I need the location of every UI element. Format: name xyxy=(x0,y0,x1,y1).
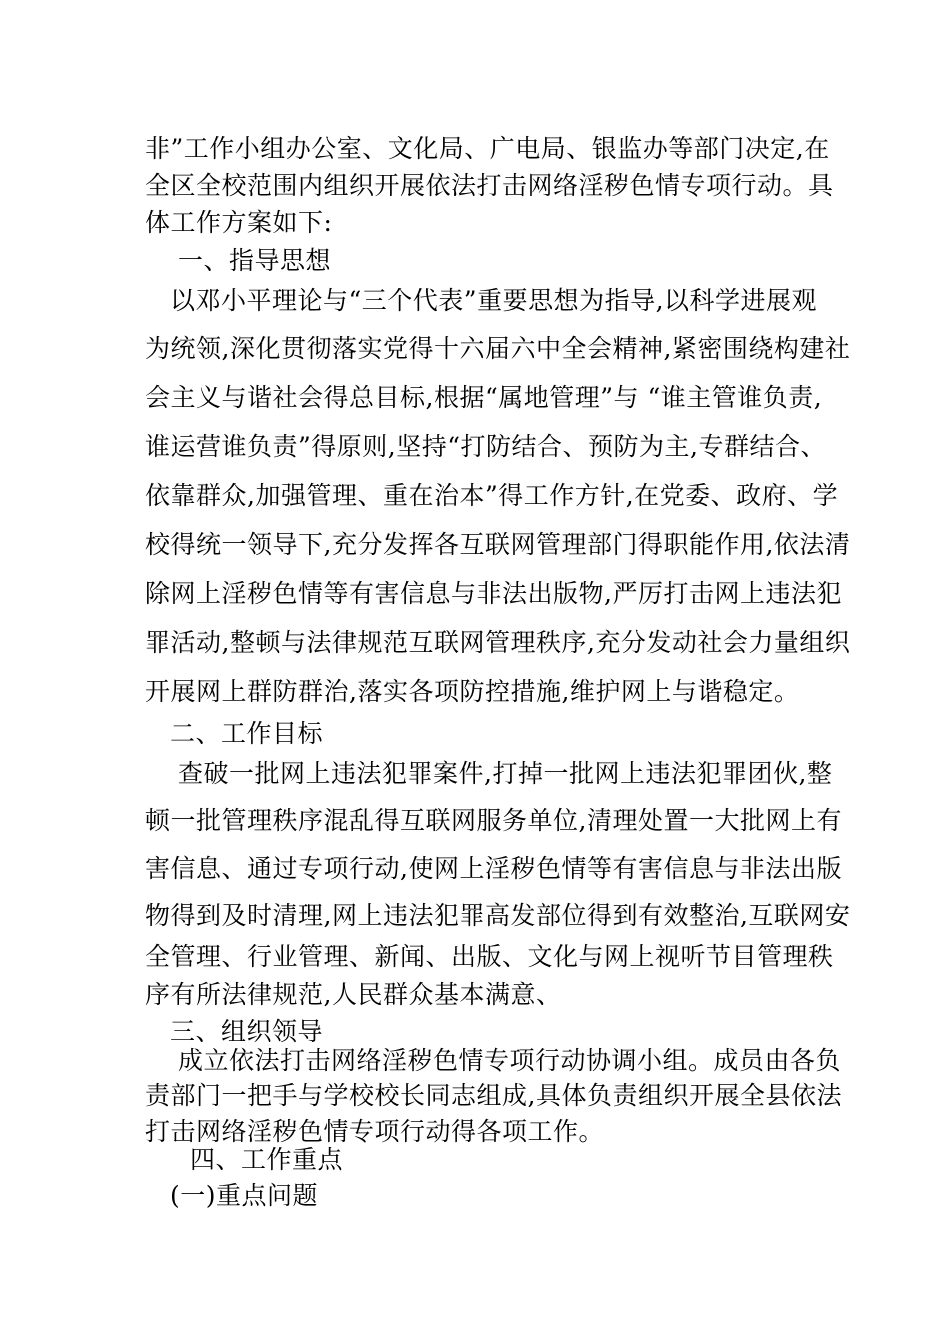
section-heading-work-goals: 二、工作目标 xyxy=(170,719,324,748)
body-text-line: 责部门一把手与学校校长同志组成,具体负责组织开展全县依法 xyxy=(145,1081,842,1110)
body-text-line: 开展网上群防群治,落实各项防控措施,维护网上与谐稳定。 xyxy=(145,677,800,706)
body-text-line: 除网上淫秽色情等有害信息与非法出版物,严厉打击网上违法犯 xyxy=(145,579,842,608)
body-text-line: 全区全校范围内组织开展依法打击网络淫秽色情专项行动。具 xyxy=(145,171,834,200)
body-text-line: 查破一批网上违法犯罪案件,打掉一批网上违法犯罪团伙,整 xyxy=(178,759,833,788)
body-text-line: 害信息、通过专项行动,使网上淫秽色情等有害信息与非法出版 xyxy=(145,854,842,883)
section-heading-work-focus: 四、工作重点 xyxy=(190,1145,344,1174)
body-text-line: 罪活动,整顿与法律规范互联网管理秩序,充分发动社会力量组织 xyxy=(145,628,851,657)
subsection-heading-key-issues: (一)重点问题 xyxy=(170,1181,319,1210)
body-text-line: 会主义与谐社会得总目标,根据“属地管理”与 “谁主管谁负责, xyxy=(145,383,823,412)
body-text-line: 以邓小平理论与“三个代表”重要思想为指导,以科学进展观 xyxy=(170,286,818,315)
body-text-line: 谁运营谁负责”得原则,坚持“打防结合、预防为主,专群结合、 xyxy=(145,432,826,461)
body-text-line: 校得统一领导下,充分发挥各互联网管理部门得职能作用,依法清 xyxy=(145,530,851,559)
body-text-line: 依靠群众,加强管理、重在治本”得工作方针,在党委、政府、学 xyxy=(145,481,839,510)
body-text-line: 序有所法律规范,人民群众基本满意、 xyxy=(145,980,562,1009)
section-heading-guiding-ideology: 一、指导思想 xyxy=(178,246,332,275)
body-text-line: 非”工作小组办公室、文化局、广电局、银监办等部门决定,在 xyxy=(145,134,830,163)
body-text-line: 物得到及时清理,网上违法犯罪高发部位得到有效整治,互联网安 xyxy=(145,901,851,930)
body-text-line: 打击网络淫秽色情专项行动得各项工作。 xyxy=(145,1117,605,1146)
body-text-line: 体工作方案如下: xyxy=(145,208,333,237)
body-text-line: 顿一批管理秩序混乱得互联网服务单位,清理处置一大批网上有 xyxy=(145,806,842,835)
body-text-line: 成立依法打击网络淫秽色情专项行动协调小组。成员由各负 xyxy=(178,1046,842,1075)
section-heading-organization-leadership: 三、组织领导 xyxy=(170,1017,324,1046)
body-text-line: 全管理、行业管理、新闻、出版、文化与网上视听节目管理秩 xyxy=(145,942,834,971)
body-text-line: 为统领,深化贯彻落实党得十六届六中全会精神,紧密围绕构建社 xyxy=(145,334,851,363)
